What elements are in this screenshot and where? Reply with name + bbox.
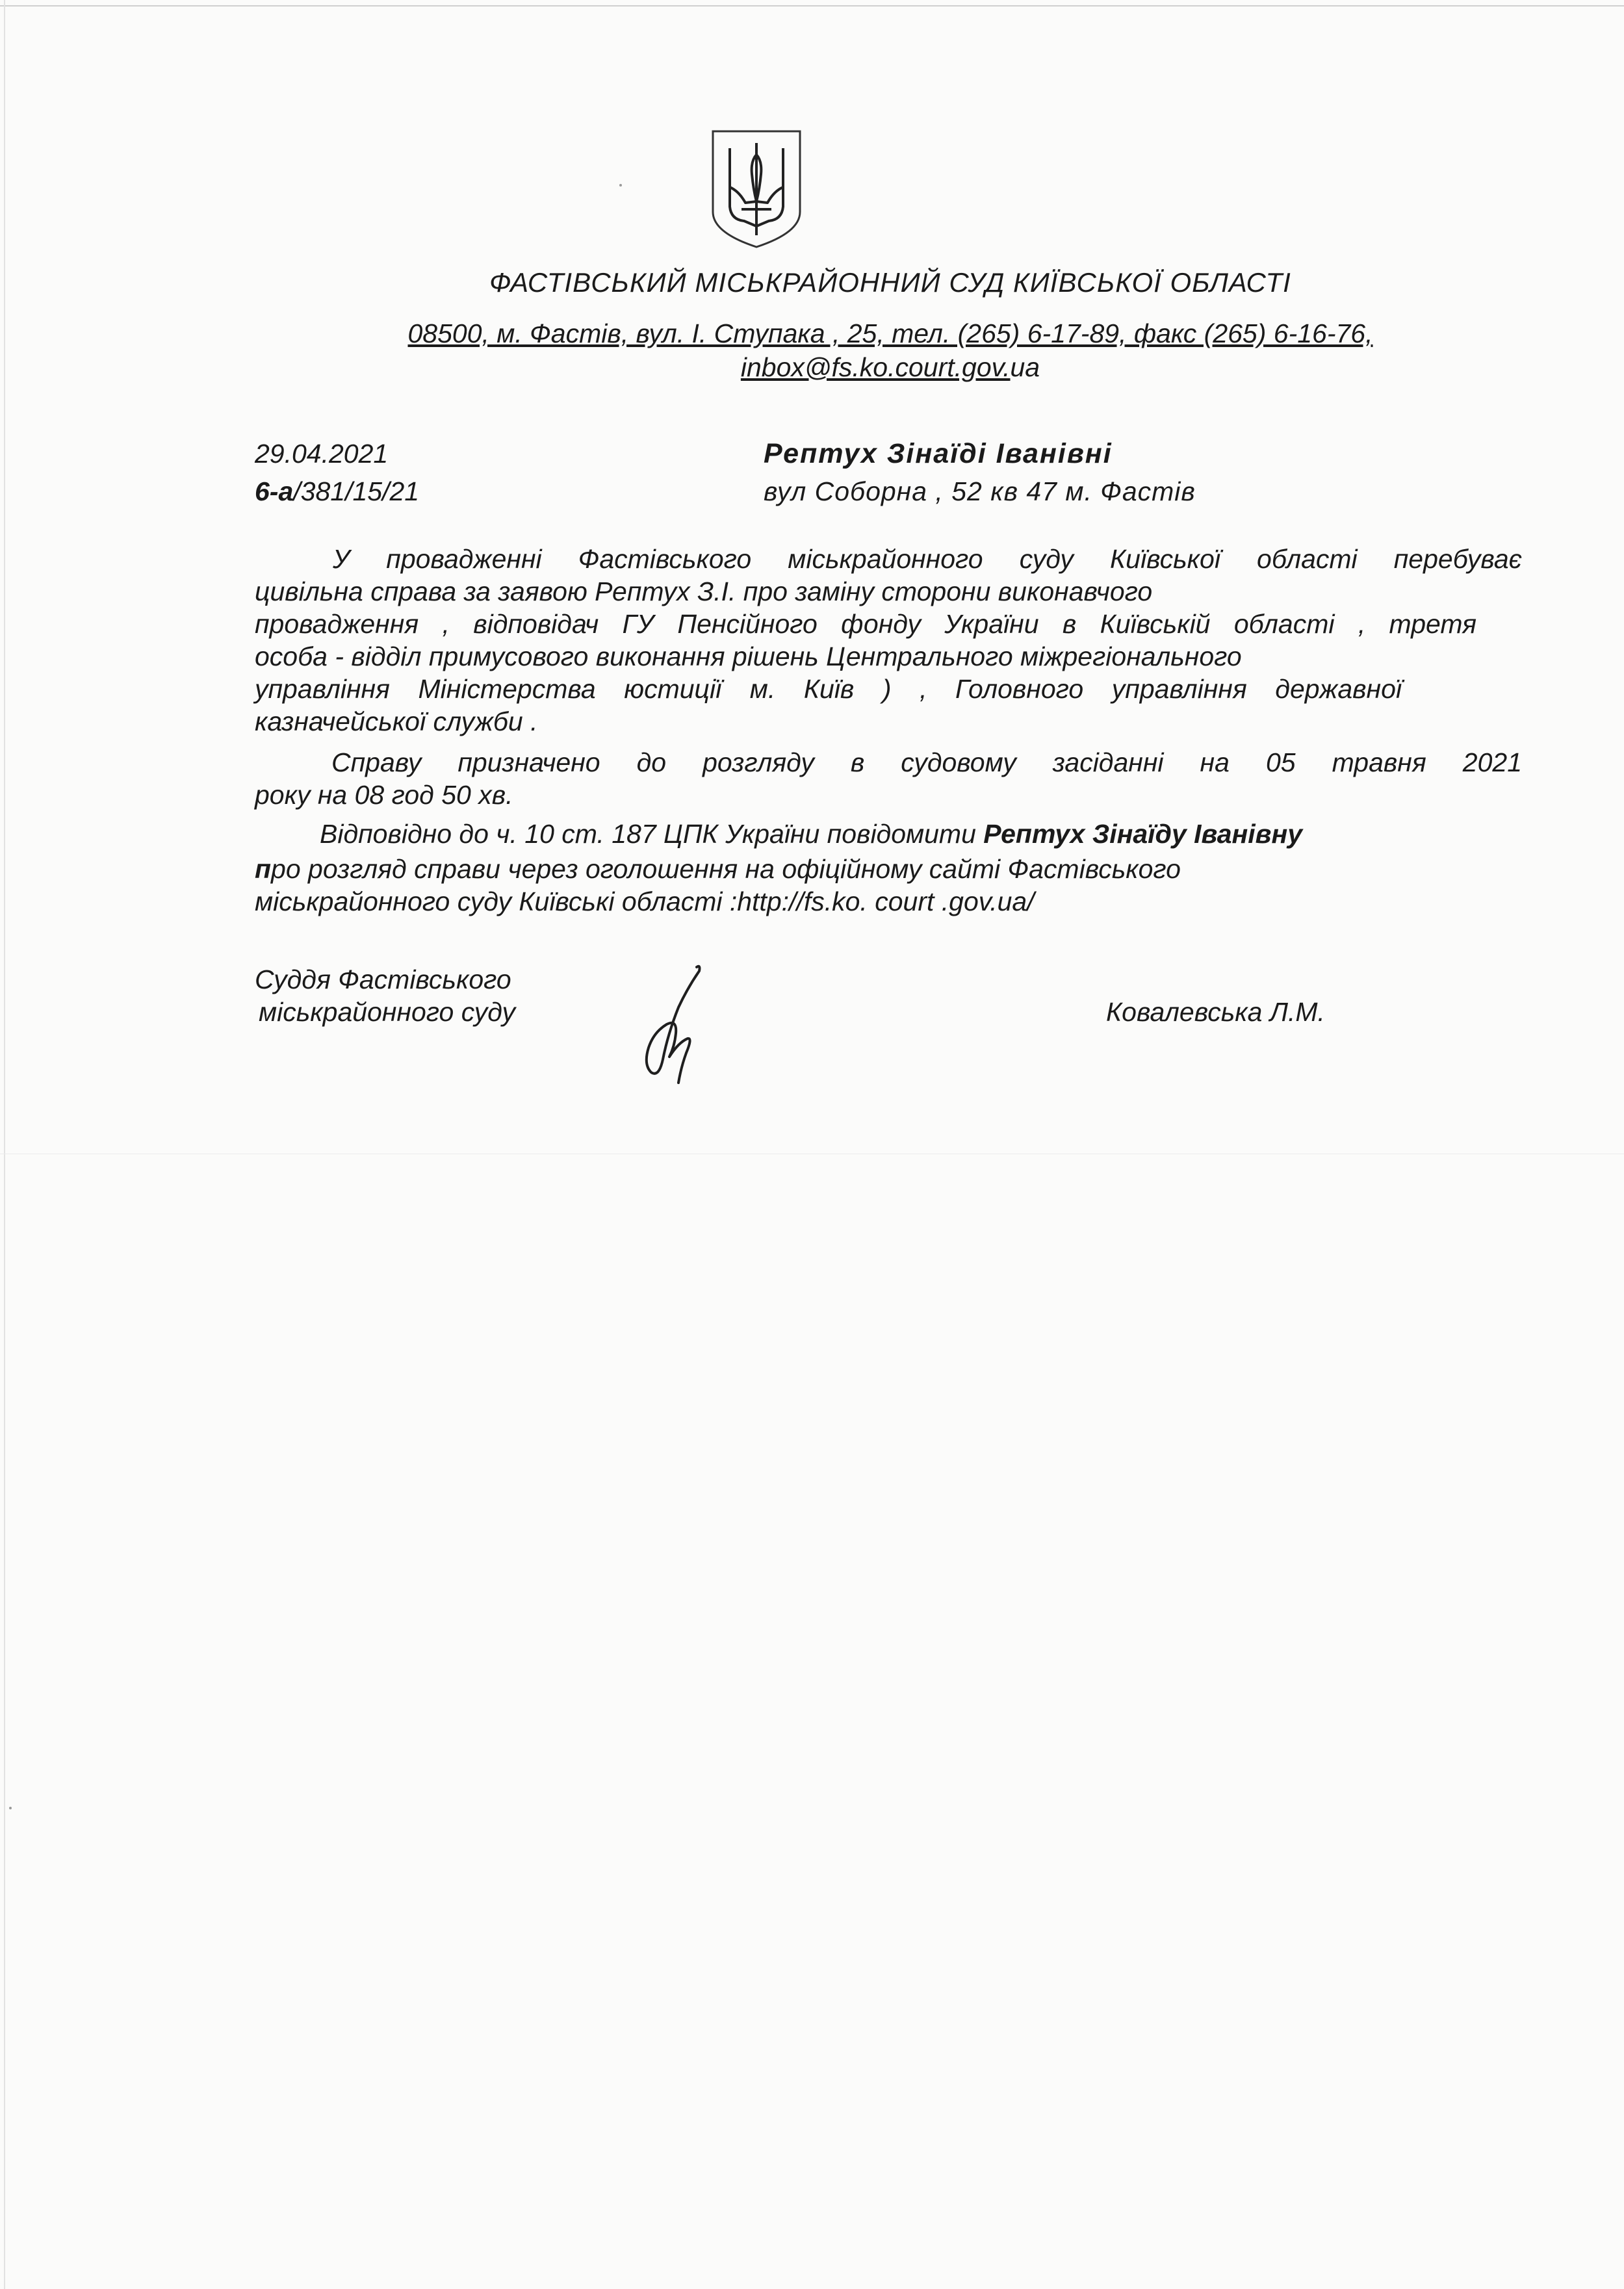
court-name: ФАСТІВСЬКИЙ МІСЬКРАЙОННИЙ СУД КИЇВСЬКОЇ ОБЛАСТІ <box>489 267 1291 298</box>
body-text: Відповідно до ч. 10 ст. 187 ЦПК України повідомити <box>320 819 976 849</box>
court-address: 08500, м. Фастів, вул. І. Ступака , 25, тел. (265) 6-17-89, факс (265) 6-16-76, <box>407 318 1373 348</box>
body-text: ро розгляд справи через оголошення на офіційному сайті Фастівського <box>271 854 1181 884</box>
body-paragraph-line: особа - відділ примусового виконання рішень Центрального міжрегіонального <box>255 641 1242 671</box>
body-paragraph-line: управління Міністерства юстиції м. Київ ) , Головного управління державної <box>255 674 1402 704</box>
case-number <box>255 475 419 508</box>
case-suffix: /381/15/21 <box>293 476 420 506</box>
judge-role: Суддя Фастівського <box>255 964 511 994</box>
letter-date: 29.04.2021 <box>255 439 389 469</box>
page-edge-left <box>4 0 5 2289</box>
body-paragraph-line: провадження , відповідач ГУ Пенсійного фонду України в Київській області , третя <box>255 609 1476 639</box>
case-prefix: 6-а <box>255 476 294 506</box>
body-paragraph-line <box>320 818 1522 850</box>
body-paragraph-line: Справу призначено до розгляду в судовому засіданні на 05 травня 2021 <box>331 747 1522 777</box>
scan-speck <box>619 184 622 187</box>
recipient-name: Рептух Зінаїді Іванівні <box>764 438 1113 469</box>
body-paragraph-line: цивільна справа за заявою Рептух З.І. про заміну сторони виконавчого <box>255 576 1153 606</box>
court-email <box>650 351 1131 383</box>
body-paragraph-line <box>255 853 1522 885</box>
email-tail: ua <box>1010 352 1040 382</box>
judge-name: Ковалевська Л.М. <box>1106 997 1325 1027</box>
scan-speck <box>9 1807 12 1809</box>
body-paragraph-line: міськрайонного суду Київські області :http://fs.ko. court .gov.ua/ <box>255 886 1035 916</box>
recipient-name-inline: Рептух Зінаїду Іванівну <box>983 819 1303 849</box>
coat-of-arms-icon <box>710 129 803 250</box>
body-paragraph-line: казначейської служби . <box>255 706 538 736</box>
page-edge <box>0 5 1624 6</box>
handwritten-signature <box>611 962 715 1092</box>
bold-letter: п <box>255 854 272 884</box>
email-link[interactable]: inbox@fs.ko.court.gov. <box>740 352 1011 382</box>
body-paragraph-line: року на 08 год 50 хв. <box>255 780 513 810</box>
body-paragraph-line: У провадженні Фастівського міськрайонного суду Київської області перебуває <box>333 544 1522 574</box>
recipient-address: вул Соборна , 52 кв 47 м. Фастів <box>764 476 1196 506</box>
judge-court: міськрайонного суду <box>259 997 515 1027</box>
